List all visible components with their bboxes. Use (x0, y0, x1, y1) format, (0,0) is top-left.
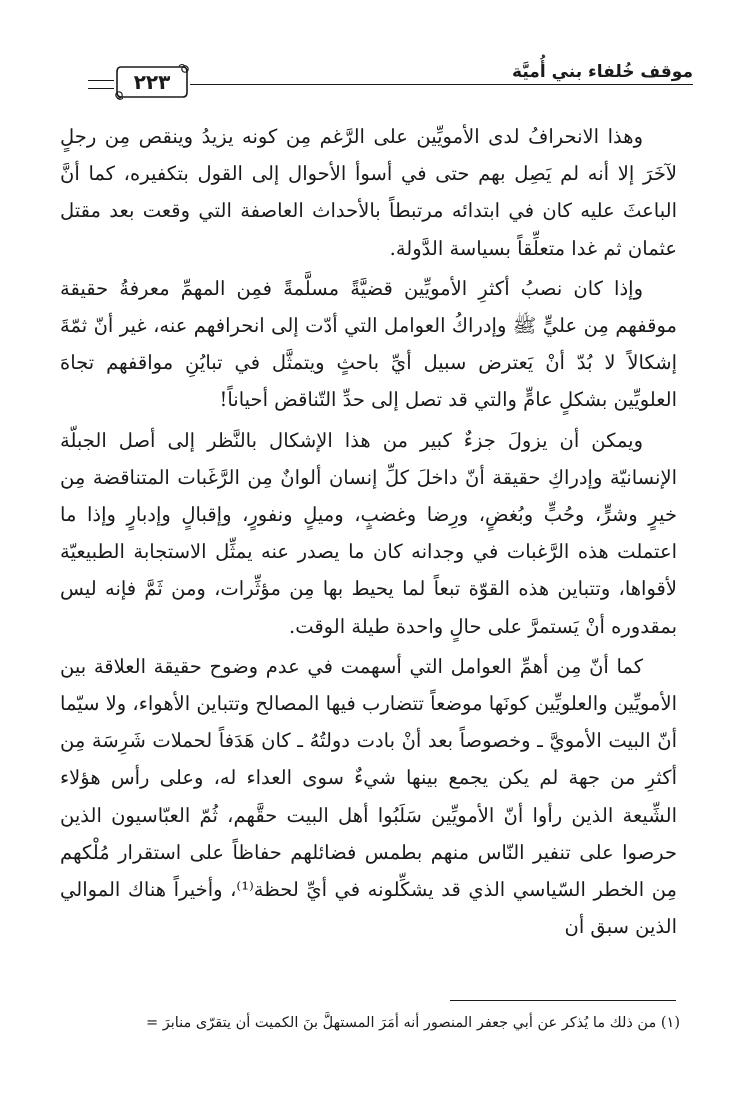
footnote-marker: (١) (660, 1015, 680, 1031)
page-number-frame (115, 63, 189, 101)
footnote-text: من ذلك ما يُذكر عن أبي جعفر المنصور أنه أمَرَ المستهلَّ بنَ الكميت أن يتقرّى منابرَ = (145, 1015, 657, 1031)
footnote-separator (450, 1000, 676, 1001)
footnote (50, 1012, 680, 1034)
paragraph-3: ويمكن أن يزولَ جزءٌ كبير من هذا الإشكال بالنَّظر إلى أصل الجبلّة الإنسانيّة وإدراكِ حقيقة أنّ داخلَ كلِّ إنسان ألوانٌ مِن الرَّغَبات المتناقضة مِن خيرٍ وشرٍّ، وحُبٍّ وبُغضٍ، ورِضا وغضبٍ، وميلٍ ونفورٍ، وإقبالٍ وإدبارٍ وإذا ما اعتملت هذه الرَّغبات في وجدانه كان ما يصدر عنه يمثِّل الاستجابة الطبيعيّة لأقواها، وتتباين هذه القوّة تبعاً لما يحيط بها مِن مؤثِّرات، ومن ثَمَّ فإنه ليس بمقدوره أنْ يَستمرَّ على حالٍ واحدة طيلة الوقت. (60, 428, 677, 638)
page-number: ٢٢٣ (133, 70, 171, 94)
header-rule (190, 84, 693, 85)
paragraph-1: وهذا الانحرافُ لدى الأمويِّين على الرَّغم مِن كونه يزيدُ وينقص مِن رجلٍ لآخَرَ إلا أنه لم يَصِل بهم حتى في أسوأ الأحوال إلى القول بتكفيره، كما أنَّ الباعثَ عليه كان في ابتدائه مرتبطاً بالأحداث العاصفة التي وقعت بعد مقتل عثمان ثم غدا متعلِّقاً بسياسة الدَّولة. (60, 125, 677, 260)
page-header (0, 0, 753, 110)
paragraph-4: كما أنّ مِن أهمِّ العوامل التي أسهمت في عدم وضوح حقيقة العلاقة بين الأمويِّين والعلويِّين كونَها موضعاً تتضارب فيها المصالح وتتباين الأهواء، ولا سيّما أنّ البيت الأمويَّ ـ وخصوصاً بعد أنْ بادت دولتُهُ ـ كان هَدَفاً لحملات شَرِسَة مِن أكثرِ من جهة لم يكن يجمع بينها شيءٌ سوى العداء له، وعلى رأس هؤلاء الشِّيعة الذين رأوا أنّ الأمويِّين سَلَبُوا أهل البيت حقَّهم، ثُمّ العبّاسيون الذين حرصوا على تنفير النّاس منهم بطمس فضائلهم حفاظاً على استقرار مُلْكهم مِن الخطر السّياسي الذي قد يشكِّلونه في أيِّ لحظة⁽¹⁾، وأخيراً هناك الموالي الذين سبق أن (60, 654, 677, 939)
paragraph-2: وإذا كان نصبُ أكثرِ الأمويِّين قضيَّةً مسلَّمةً فمِن المهمِّ معرفةُ حقيقة موقفهم مِن عليٍّ ﷺ وإدراكُ العوامل التي أدّت إلى انحرافهم عنه، غير أنّ ثمّةَ إشكالاً لا بُدّ أنْ يَعترض سبيل أيِّ باحثٍ ويتمثَّل في تبايُنِ مواقفهم تجاهَ العلويِّين بشكلٍ عامٍّ والتي قد تصل إلى حدِّ التّناقض أحياناً! (60, 276, 677, 412)
header-rule-left-bottom (88, 88, 114, 89)
header-rule-left-top (88, 80, 114, 81)
running-title: موقف خُلفاء بني أُميَّة (512, 62, 693, 82)
body-text (60, 118, 677, 946)
